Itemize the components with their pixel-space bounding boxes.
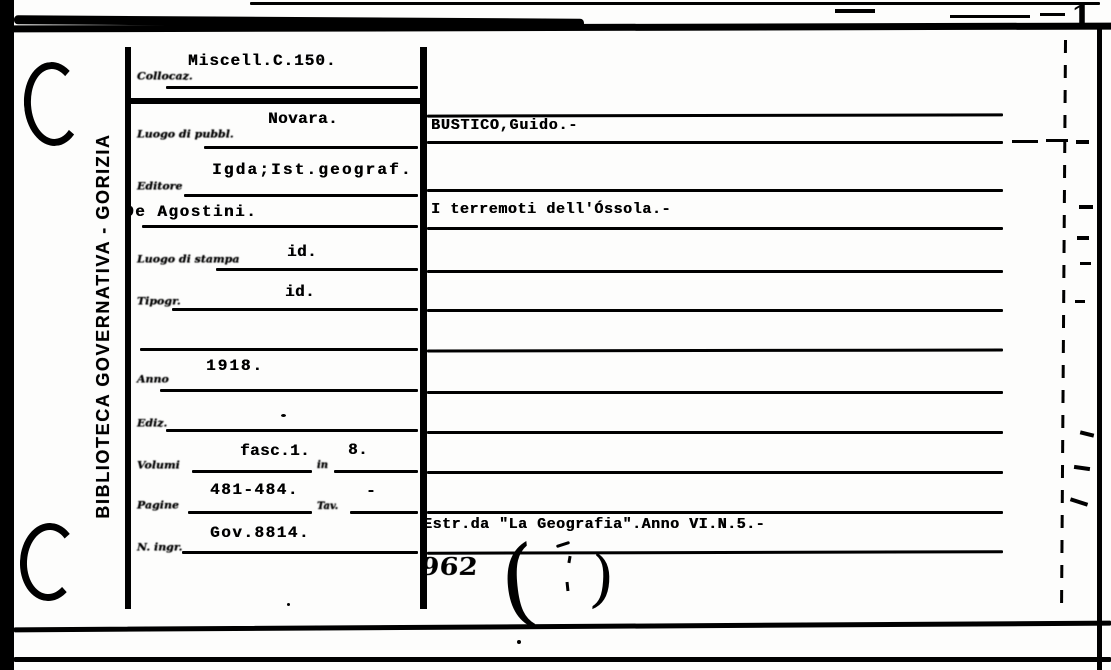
handwritten-tick: [567, 556, 571, 563]
top-noise-dash: [950, 15, 1030, 18]
right-rule: [427, 431, 1003, 434]
field-rule: [350, 511, 418, 514]
next-card-dashed-edge: [1060, 40, 1067, 615]
right-rule: [427, 270, 1003, 273]
field-rule: [192, 470, 312, 473]
field-label-in: in: [317, 460, 329, 471]
field-value-editore-line2: De Agostini.: [124, 203, 258, 221]
edge-smudge: [1070, 497, 1088, 506]
field-label-tipografo: Tipogr.: [137, 295, 181, 308]
edge-smudge: [1079, 205, 1093, 209]
noise-dot: [287, 603, 290, 606]
field-value-pagine: 481-484.: [210, 481, 299, 499]
author-entry: BUSTICO,Guido.-: [431, 117, 579, 134]
field-value-tipografo: id.: [285, 283, 316, 301]
library-name: BIBLIOTECA GOVERNATIVA - GORIZIA: [93, 133, 113, 519]
field-rule: [184, 194, 418, 197]
field-label-luogo-pubbl: Luogo di pubbl.: [137, 128, 234, 141]
field-label-edizione: Ediz.: [137, 417, 168, 430]
right-rule: [427, 391, 1003, 394]
field-value-collocazione: Miscell.C.150.: [188, 52, 337, 70]
edge-smudge: [1080, 430, 1095, 437]
right-rule: [427, 189, 1003, 192]
edge-smudge: [1075, 300, 1085, 303]
scan-edge-left: [0, 0, 14, 670]
field-value-volumi: fasc.1.: [240, 442, 311, 460]
field-label-pagine: Pagine: [137, 499, 179, 512]
field-rule: [216, 268, 418, 271]
handwritten-hook: [556, 541, 570, 548]
right-rule: [427, 227, 1003, 230]
binder-ring-hole-bottom: [18, 522, 80, 603]
top-noise-dash: [1040, 13, 1065, 16]
field-label-volumi: Volumi: [137, 459, 180, 472]
corner-page-number: 1: [1071, 0, 1092, 35]
field-rule: [182, 551, 418, 554]
field-value-luogo-stampa: id.: [287, 243, 318, 261]
field-rule-empty: [140, 348, 418, 351]
right-rule: [427, 511, 1003, 514]
field-rule: [166, 86, 418, 89]
field-value-anno: 1918.: [206, 357, 265, 375]
next-card-top-edge: [14, 657, 1111, 662]
right-rule: [427, 348, 1003, 352]
field-value-tavole: -: [366, 482, 377, 500]
field-value-numero-ingresso: Gov.8814.: [210, 524, 310, 542]
field-rule: [204, 146, 418, 149]
field-rule: [142, 225, 418, 228]
field-value-editore: Igda;Ist.geograf.: [212, 161, 413, 179]
field-value-formato: 8.: [348, 441, 369, 459]
edge-smudge: [1076, 140, 1089, 144]
field-rule: [160, 389, 418, 392]
field-label-numero-ingresso: N. ingr.: [137, 541, 183, 554]
field-rule: [334, 470, 418, 473]
edge-smudge: [1077, 236, 1089, 240]
title-entry: I terremoti dell'Óssola.-: [431, 201, 672, 218]
field-rule: [166, 429, 418, 432]
binder-ring-hole-top: [21, 60, 85, 148]
card-bottom-edge: [14, 621, 1111, 633]
field-label-tavole: Tav.: [317, 501, 339, 512]
header-separator-rule: [128, 98, 420, 104]
scan-edge-right: [1097, 28, 1102, 670]
handwritten-tick: [566, 582, 570, 591]
note-entry: Estr.da "La Geografia".Anno VI.N.5.-: [423, 516, 766, 533]
left-column-rule: [125, 47, 131, 609]
field-rule: [188, 511, 312, 514]
edge-smudge: [1080, 262, 1091, 265]
right-rule: [427, 141, 1003, 144]
rule-dash: [1046, 139, 1068, 142]
handwritten-number: 962: [419, 552, 480, 581]
edge-smudge: [1074, 465, 1090, 471]
field-label-luogo-stampa: Luogo di stampa: [137, 253, 240, 266]
field-label-collocazione: Collocaz.: [137, 70, 193, 83]
right-rule: [427, 309, 1003, 312]
right-rule: [427, 471, 1003, 474]
field-label-editore: Editore: [137, 180, 183, 193]
noise-dot: [281, 414, 286, 417]
rule-dash: [1012, 140, 1038, 143]
handwritten-paren-close: ): [587, 541, 617, 616]
noise-dot: [517, 640, 521, 644]
top-thin-rule: [250, 2, 1100, 5]
handwritten-paren-open: (: [494, 524, 544, 640]
field-value-luogo-pubbl: Novara.: [268, 110, 339, 128]
top-noise-dash: [835, 9, 875, 13]
field-label-anno: Anno: [137, 373, 169, 386]
field-rule: [172, 308, 418, 311]
